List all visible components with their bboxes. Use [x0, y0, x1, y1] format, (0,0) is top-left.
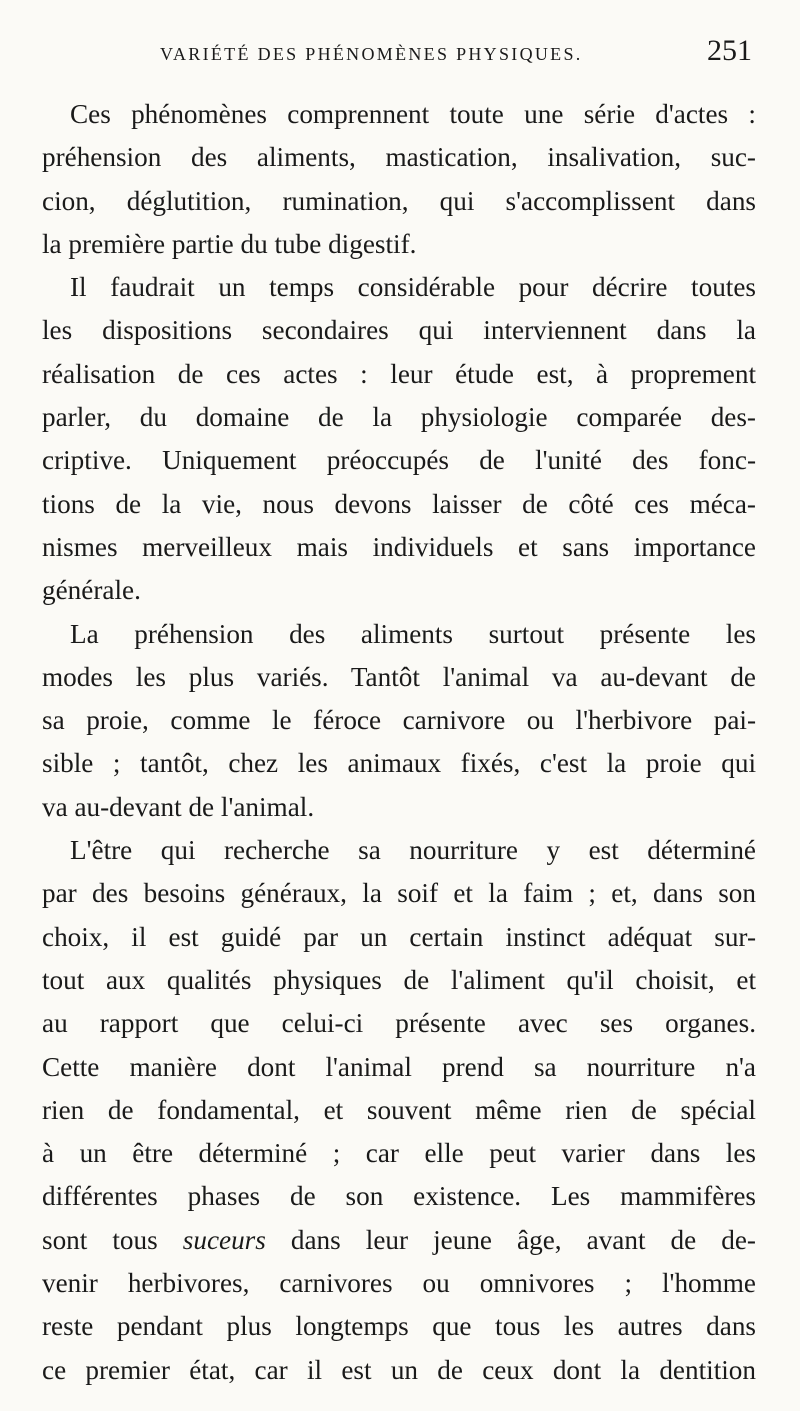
text-line: sa proie, comme le féroce carnivore ou l'herbivore pai-	[42, 705, 756, 736]
text-line: différentes phases de son existence. Les mammifères	[42, 1181, 756, 1212]
text-line: les dispositions secondaires qui interviennent dans la	[42, 315, 756, 346]
text-line: Cette manière dont l'animal prend sa nourriture n'a	[42, 1051, 756, 1082]
text-line: nismes merveilleux mais individuels et sans importance	[42, 531, 756, 562]
text-line: parler, du domaine de la physiologie comparée des-	[42, 402, 756, 433]
text-line: reste pendant plus longtemps que tous les autres dans	[42, 1311, 756, 1342]
page-number: 251	[707, 34, 752, 67]
text-segment: sont tous	[42, 1224, 183, 1255]
text-line	[42, 1219, 756, 1262]
running-head: VARIÉTÉ DES PHÉNOMÈNES PHYSIQUES.	[160, 44, 583, 64]
text-line: venir herbivores, carnivores ou omnivores ; l'homme	[42, 1268, 756, 1299]
text-line: au rapport que celui-ci présente avec ses organes.	[42, 1008, 756, 1039]
text-line: Ces phénomènes comprennent toute une série d'actes :	[70, 99, 756, 129]
text-line: tions de la vie, nous devons laisser de côté ces méca-	[42, 488, 756, 519]
text-line: tout aux qualités physiques de l'aliment qu'il choisit, et	[42, 964, 756, 995]
text-line: cion, déglutition, rumination, qui s'accomplissent dans	[42, 185, 756, 216]
text-line: sible ; tantôt, chez les animaux fixés, c'est la proie qui	[42, 748, 756, 779]
text-line: La préhension des aliments surtout présente les	[70, 618, 756, 649]
italic-term: suceurs	[182, 1224, 266, 1255]
text-line: ce premier état, car il est un de ceux dont la dentition	[42, 1354, 756, 1385]
text-line: Il faudrait un temps considérable pour décrire toutes	[70, 272, 756, 303]
text-line: L'être qui recherche sa nourriture y est déterminé	[70, 835, 756, 866]
text-line: par des besoins généraux, la soif et la faim ; et, dans son	[42, 878, 756, 909]
text-segment: dans leur jeune âge, avant de de-	[265, 1224, 756, 1255]
page-header	[0, 34, 800, 82]
text-line: réalisation de ces actes : leur étude est, à proprement	[42, 358, 756, 389]
text-line: modes les plus variés. Tantôt l'animal va au-devant de	[42, 661, 756, 692]
text-line: préhension des aliments, mastication, insalivation, suc-	[42, 142, 756, 173]
text-line: rien de fondamental, et souvent même rien de spécial	[42, 1094, 756, 1125]
text-line: va au-devant de l'animal.	[42, 791, 315, 822]
text-line: à un être déterminé ; car elle peut varier dans les	[42, 1138, 756, 1169]
body-text	[42, 93, 756, 1392]
text-line: générale.	[42, 575, 141, 606]
text-line: la première partie du tube digestif.	[42, 228, 417, 259]
text-line: choix, il est guidé par un certain instinct adéquat sur-	[42, 921, 756, 952]
text-line: criptive. Uniquement préoccupés de l'unité des fonc-	[42, 445, 756, 476]
